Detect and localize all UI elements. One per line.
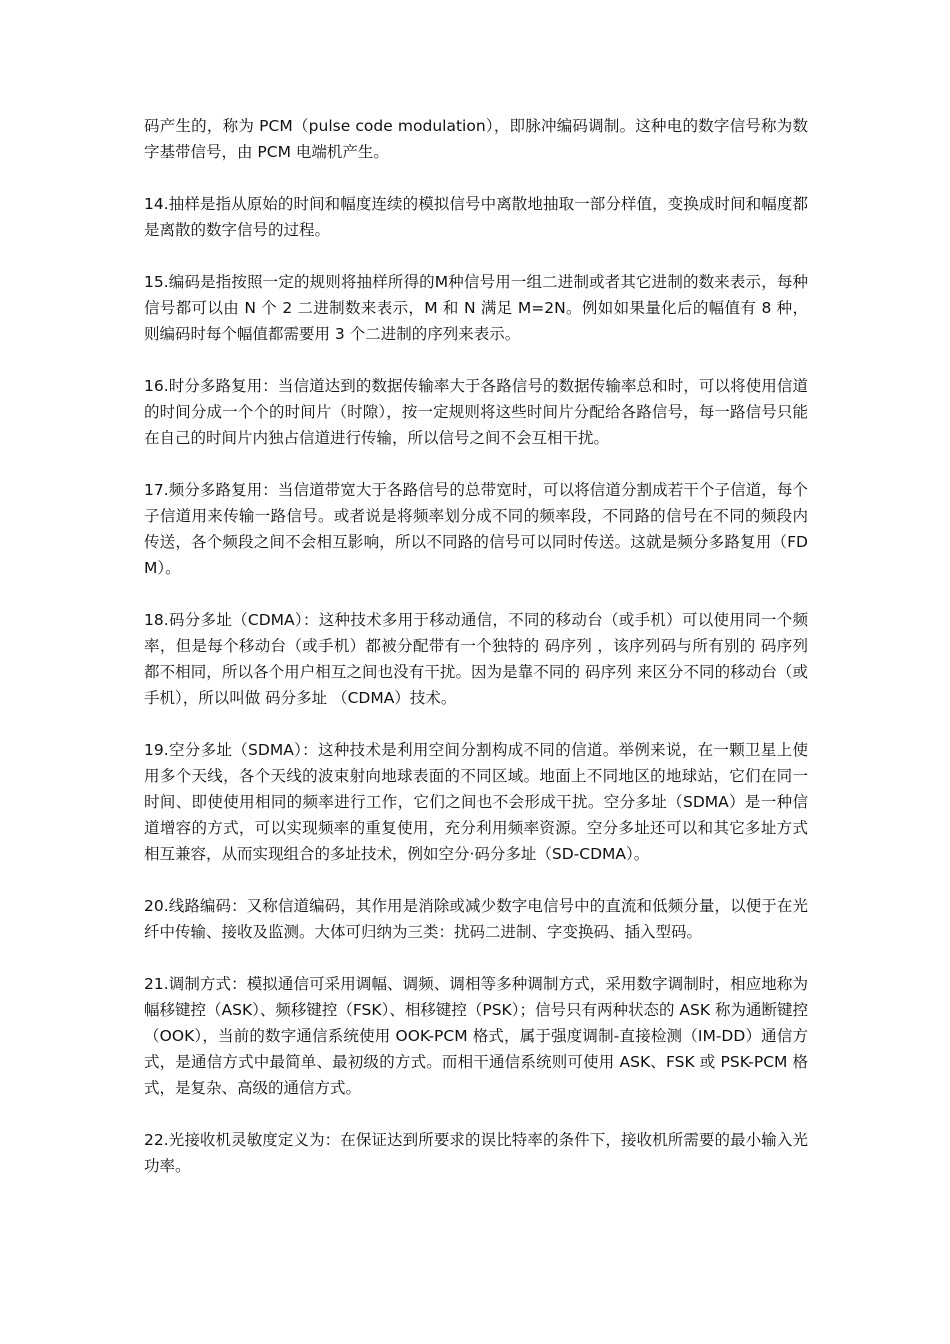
- paragraph-15-encoding: 15.编码是指按照一定的规则将抽样所得的M种信号用一组二进制或者其它进制的数来表示，每种信号都可以由 N 个 2 二进制数来表示，M 和 N 满足 M=2N。例如如果量化后的幅值有 8 种，则编码时每个幅值都需要用 3 个二进制的序列来表示。: [144, 273, 808, 343]
- paragraph-17-fdm: 17.频分多路复用：当信道带宽大于各路信号的总带宽时，可以将信道分割成若干个子信道，每个子信道用来传输一路信号。或者说是将频率划分成不同的频率段，不同路的信号在不同的频段内传送，各个频段之间不会相互影响，所以不同路的信号可以同时传送。这就是频分多路复用（FDM）。: [144, 481, 808, 577]
- paragraph-18-cdma: 18.码分多址（CDMA）：这种技术多用于移动通信，不同的移动台（或手机）可以使用同一个频率，但是每个移动台（或手机）都被分配带有一个独特的 码序列 ，该序列码与所有别的 码序列 都不相同，所以各个用户相互之间也没有干扰。因为是靠不同的 码序列 来区分不同的移动台（或手机），所以叫做 码分多址 （CDMA）技术。: [144, 611, 808, 707]
- paragraph-20-line-coding: 20.线路编码：又称信道编码，其作用是消除或减少数字电信号中的直流和低频分量，以便于在光纤中传输、接收及监测。大体可归纳为三类：扰码二进制、字变换码、插入型码。: [144, 897, 808, 941]
- paragraph-19-sdma: 19.空分多址（SDMA）：这种技术是利用空间分割构成不同的信道。举例来说，在一颗卫星上使用多个天线，各个天线的波束射向地球表面的不同区域。地面上不同地区的地球站，它们在同一时间、即使使用相同的频率进行工作，它们之间也不会形成干扰。空分多址（SDMA）是一种信道增容的方式，可以实现频率的重复使用，充分利用频率资源。空分多址还可以和其它多址方式相互兼容，从而实现组合的多址技术，例如空分·码分多址（SD-CDMA）。: [144, 741, 808, 863]
- paragraph-22-receiver-sensitivity: 22.光接收机灵敏度定义为：在保证达到所要求的误比特率的条件下，接收机所需要的最小输入光功率。: [144, 1131, 808, 1175]
- paragraph-21-modulation: 21.调制方式：模拟通信可采用调幅、调频、调相等多种调制方式，采用数字调制时，相应地称为幅移键控（ASK）、频移键控（FSK）、相移键控（PSK）；信号只有两种状态的 ASK 称为通断键控（OOK），当前的数字通信系统使用 OOK-PCM 格式，属于强度调制-直接检测（IM-DD）通信方式，是通信方式中最简单、最初级的方式。而相干通信系统则可使用 ASK、FSK 或 PSK-PCM 格式，是复杂、高级的通信方式。: [144, 975, 808, 1097]
- document-body: [144, 113, 808, 1205]
- paragraph-14-sampling: 14.抽样是指从原始的时间和幅度连续的模拟信号中离散地抽取一部分样值，变换成时间和幅度都是离散的数字信号的过程。: [144, 195, 808, 239]
- paragraph-16-tdm: 16.时分多路复用：当信道达到的数据传输率大于各路信号的数据传输率总和时，可以将使用信道的时间分成一个个的时间片（时隙），按一定规则将这些时间片分配给各路信号，每一路信号只能在自己的时间片内独占信道进行传输，所以信号之间不会互相干扰。: [144, 377, 808, 447]
- paragraph-pcm-continuation: 码产生的，称为 PCM（pulse code modulation），即脉冲编码调制。这种电的数字信号称为数字基带信号，由 PCM 电端机产生。: [144, 117, 808, 161]
